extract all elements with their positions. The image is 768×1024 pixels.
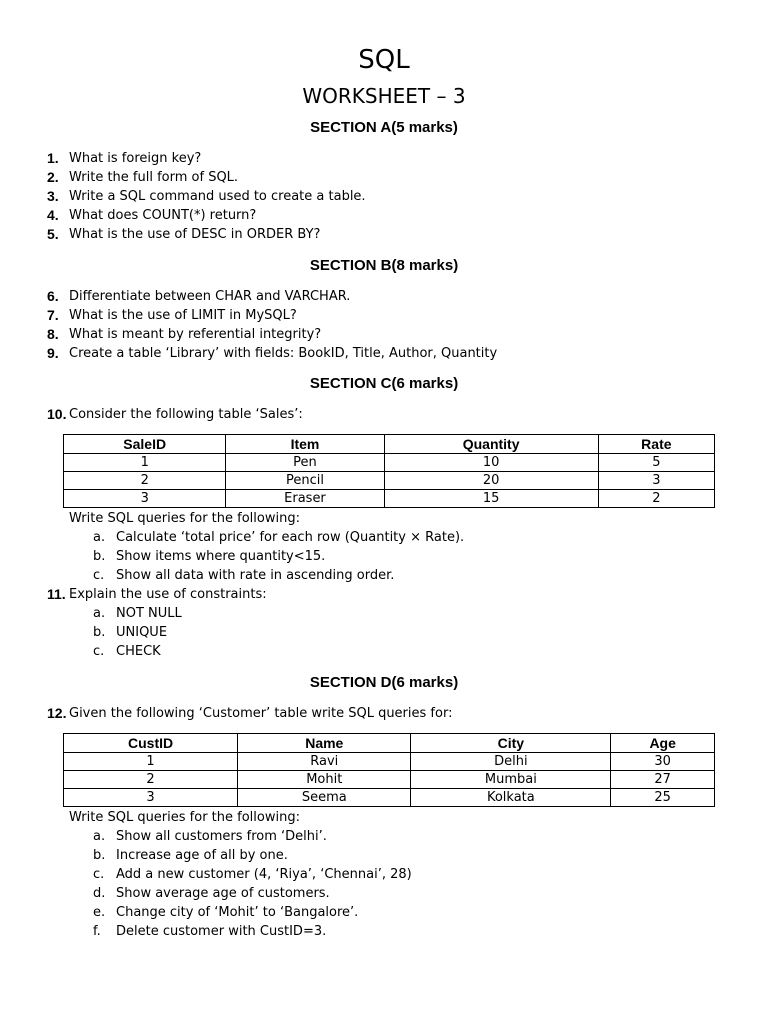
question-text: What is the use of DESC in ORDER BY? xyxy=(69,227,321,242)
table-cell: 3 xyxy=(64,490,226,508)
table-cell: 15 xyxy=(384,490,598,508)
section-b-heading: SECTION B(8 marks) xyxy=(309,257,459,274)
table-cell: 2 xyxy=(598,490,714,508)
question-number: 6. xyxy=(47,288,59,304)
sub-question-letter: e. xyxy=(93,905,106,920)
question-text: Differentiate between CHAR and VARCHAR. xyxy=(69,289,351,304)
question-number: 2. xyxy=(47,169,59,185)
question-text: Write a SQL command used to create a table. xyxy=(69,189,366,204)
question-number: 5. xyxy=(47,226,59,242)
table-cell: 25 xyxy=(611,789,715,807)
sub-question-letter: a. xyxy=(93,530,106,545)
table-row xyxy=(64,472,715,490)
sub-question-letter: c. xyxy=(93,867,105,882)
table-cell: 10 xyxy=(384,454,598,472)
table-header-row xyxy=(64,734,715,753)
section-a-questions xyxy=(0,149,768,244)
table-header-cell: City xyxy=(411,734,611,753)
section-b-questions xyxy=(0,287,768,363)
table-cell: Mohit xyxy=(238,771,411,789)
sub-question xyxy=(0,922,768,941)
sub-question-text: Show all data with rate in ascending order. xyxy=(116,568,395,583)
table-row xyxy=(64,454,715,472)
sub-question-text: NOT NULL xyxy=(116,606,182,621)
question-text: Write the full form of SQL. xyxy=(69,170,239,185)
question-number: 12. xyxy=(47,705,67,721)
sub-question xyxy=(0,604,768,623)
sub-question-text: Show items where quantity<15. xyxy=(116,549,326,564)
question-text: What is meant by referential integrity? xyxy=(69,327,322,342)
section-d-heading: SECTION D(6 marks) xyxy=(309,674,459,691)
question-number: 1. xyxy=(47,150,59,166)
table-cell: 30 xyxy=(611,753,715,771)
sub-question-letter: a. xyxy=(93,829,106,844)
table-header-cell: Name xyxy=(238,734,411,753)
question-text: Given the following ‘Customer’ table write SQL queries for: xyxy=(69,706,453,721)
question-item xyxy=(0,225,768,244)
question-text: What is the use of LIMIT in MySQL? xyxy=(69,308,297,323)
table-cell: 20 xyxy=(384,472,598,490)
page-subtitle: WORKSHEET – 3 xyxy=(302,84,466,108)
question-item xyxy=(0,168,768,187)
instruction-text: Write SQL queries for the following: xyxy=(69,810,300,825)
section-c-heading: SECTION C(6 marks) xyxy=(309,375,459,392)
table-cell: Seema xyxy=(238,789,411,807)
table-cell: 1 xyxy=(64,753,238,771)
question-item xyxy=(0,405,768,424)
sub-question-letter: d. xyxy=(93,886,106,901)
table-cell: Pencil xyxy=(226,472,384,490)
table-cell: 2 xyxy=(64,771,238,789)
table-cell: Delhi xyxy=(411,753,611,771)
section-a-heading: SECTION A(5 marks) xyxy=(310,119,458,136)
sub-question-letter: c. xyxy=(93,568,105,583)
table-header-cell: CustID xyxy=(64,734,238,753)
question-number: 11. xyxy=(47,586,66,602)
table-header-cell: Rate xyxy=(598,435,714,454)
table-cell: Eraser xyxy=(226,490,384,508)
question-number: 9. xyxy=(47,345,59,361)
sub-question-text: CHECK xyxy=(116,644,161,659)
table-cell: Pen xyxy=(226,454,384,472)
sub-question xyxy=(0,547,768,566)
question-item xyxy=(0,149,768,168)
table-header-row xyxy=(64,435,715,454)
question-text: What is foreign key? xyxy=(69,151,202,166)
question-item xyxy=(0,704,768,723)
sub-question-text: Change city of ‘Mohit’ to ‘Bangalore’. xyxy=(116,905,359,920)
question-item xyxy=(0,187,768,206)
sub-question xyxy=(0,903,768,922)
question-item xyxy=(0,287,768,306)
question-number: 7. xyxy=(47,307,59,323)
question-text: Consider the following table ‘Sales’: xyxy=(69,407,303,422)
table-header-cell: Age xyxy=(611,734,715,753)
question-number: 4. xyxy=(47,207,59,223)
sub-question xyxy=(0,827,768,846)
sub-question-text: UNIQUE xyxy=(116,625,168,640)
table-row xyxy=(64,490,715,508)
page-title: SQL xyxy=(358,45,410,75)
table-cell: 27 xyxy=(611,771,715,789)
sub-question xyxy=(0,884,768,903)
sub-question-text: Show average age of customers. xyxy=(116,886,330,901)
table-cell: Mumbai xyxy=(411,771,611,789)
table-row xyxy=(64,753,715,771)
sub-question xyxy=(0,623,768,642)
question-text: Explain the use of constraints: xyxy=(69,587,267,602)
sub-question-letter: b. xyxy=(93,549,106,564)
sub-question-text: Increase age of all by one. xyxy=(116,848,288,863)
table-cell: 2 xyxy=(64,472,226,490)
sub-question-letter: a. xyxy=(93,606,106,621)
sub-question-letter: b. xyxy=(93,625,106,640)
sub-question xyxy=(0,528,768,547)
sub-question-text: Calculate ‘total price’ for each row (Quantity × Rate). xyxy=(116,530,465,545)
sub-question-letter: b. xyxy=(93,848,106,863)
sub-question xyxy=(0,846,768,865)
question-number: 10. xyxy=(47,406,67,422)
question-number: 3. xyxy=(47,188,59,204)
table-row xyxy=(64,771,715,789)
table-cell: 5 xyxy=(598,454,714,472)
sales-table xyxy=(63,434,715,508)
table-cell: 1 xyxy=(64,454,226,472)
sub-question xyxy=(0,865,768,884)
sub-question-letter: f. xyxy=(93,924,101,939)
question-text: Create a table ‘Library’ with fields: BookID, Title, Author, Quantity xyxy=(69,346,498,361)
table-cell: Kolkata xyxy=(411,789,611,807)
table-row xyxy=(64,789,715,807)
table-cell: 3 xyxy=(64,789,238,807)
sub-question xyxy=(0,642,768,661)
table-header-cell: SaleID xyxy=(64,435,226,454)
question-item xyxy=(0,585,768,604)
sub-question xyxy=(0,566,768,585)
sub-question-text: Delete customer with CustID=3. xyxy=(116,924,327,939)
table-cell: 3 xyxy=(598,472,714,490)
question-number: 8. xyxy=(47,326,59,342)
table-header-cell: Item xyxy=(226,435,384,454)
customer-table xyxy=(63,733,715,807)
table-header-cell: Quantity xyxy=(384,435,598,454)
question-item xyxy=(0,325,768,344)
question-item xyxy=(0,206,768,225)
sub-question-text: Show all customers from ‘Delhi’. xyxy=(116,829,327,844)
question-item xyxy=(0,344,768,363)
question-text: What does COUNT(*) return? xyxy=(69,208,257,223)
question-item xyxy=(0,306,768,325)
sub-question-letter: c. xyxy=(93,644,105,659)
table-cell: Ravi xyxy=(238,753,411,771)
sub-question-text: Add a new customer (4, ‘Riya’, ‘Chennai’, 28) xyxy=(116,867,412,882)
instruction-text: Write SQL queries for the following: xyxy=(69,511,300,526)
